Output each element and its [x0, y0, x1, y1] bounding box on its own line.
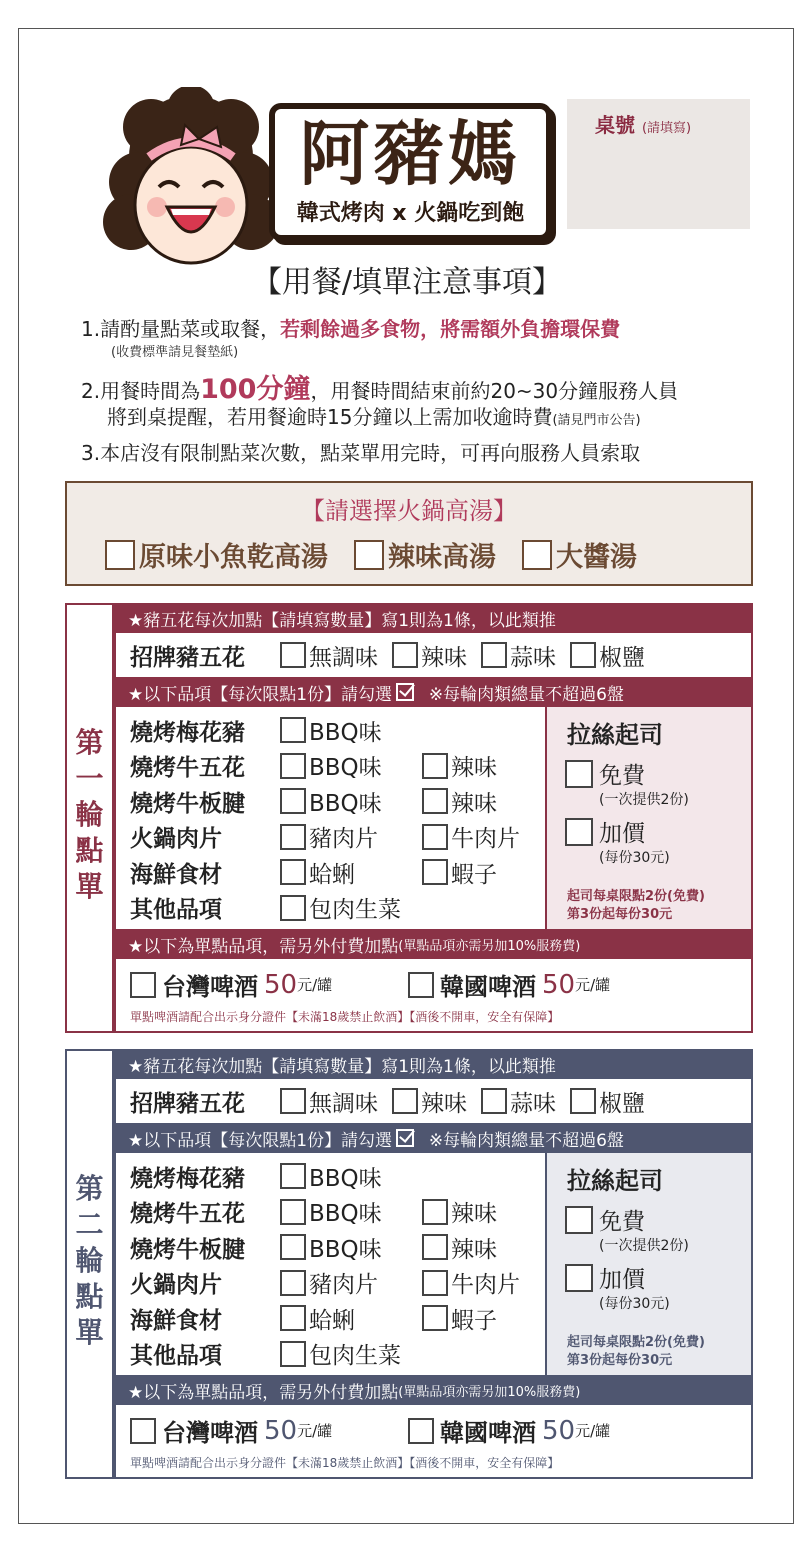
menu-item-option[interactable]: 蝦子	[422, 856, 497, 889]
menu-item-option[interactable]: BBQ味	[280, 785, 408, 818]
checkbox[interactable]	[408, 1418, 434, 1444]
beer-option-taiwan[interactable]: 台灣啤酒 50 元/罐	[130, 967, 332, 1002]
beer-option-taiwan[interactable]: 台灣啤酒 50 元/罐	[130, 1413, 332, 1448]
round-label: 第 一 輪 點 單	[75, 726, 104, 903]
checkbox[interactable]	[280, 788, 306, 814]
menu-item-row	[130, 820, 534, 854]
menu-item-name: 燒烤梅花豬	[130, 719, 245, 746]
pork-belly-name: 招牌豬五花	[130, 644, 245, 671]
limit-band: ★以下品項【每次限點1份】請勾選 ※每輪肉類總量不超過6盤	[114, 1123, 753, 1153]
mascot-face-icon	[91, 87, 291, 277]
checkbox[interactable]	[354, 540, 384, 570]
checkbox[interactable]	[422, 859, 448, 885]
checkbox[interactable]	[280, 824, 306, 850]
checkbox[interactable]	[481, 1088, 507, 1114]
pork-option[interactable]: 蒜味	[481, 1085, 556, 1118]
pork-option[interactable]: 無調味	[280, 639, 378, 672]
checkbox[interactable]	[280, 753, 306, 779]
checkbox[interactable]	[130, 972, 156, 998]
table-number-label: 桌號 (請填寫)	[595, 113, 692, 137]
checkbox[interactable]	[105, 540, 135, 570]
menu-item-row	[130, 1230, 511, 1264]
limit-band: ★以下品項【每次限點1份】請勾選 ※每輪肉類總量不超過6盤	[114, 677, 753, 707]
cheese-footnote-1: 起司每桌限點2份(免費)	[567, 1335, 705, 1350]
round-2-order	[65, 1049, 753, 1479]
menu-item-row	[130, 1301, 511, 1335]
checkbox[interactable]	[422, 1234, 448, 1260]
menu-item-row	[130, 1337, 422, 1371]
pork-belly-row	[114, 633, 753, 677]
checkbox[interactable]	[422, 753, 448, 779]
cheese-paid-option[interactable]: 加價	[565, 1261, 645, 1294]
checkbox[interactable]	[570, 1088, 596, 1114]
checkbox[interactable]	[408, 972, 434, 998]
cheese-title: 拉絲起司	[567, 721, 663, 749]
soup-option-spicy[interactable]: 辣味高湯	[354, 535, 496, 574]
pork-option[interactable]: 椒鹽	[570, 639, 645, 672]
notice-line-1: 1.請酌量點菜或取餐，若剩餘過多食物，將需額外負擔環保費	[81, 317, 621, 341]
checkbox[interactable]	[422, 788, 448, 814]
cheese-footnote-2: 第3份起每份30元	[567, 1353, 673, 1368]
cheese-footnote-2: 第3份起每份30元	[567, 907, 673, 922]
menu-item-name: 火鍋肉片	[130, 826, 222, 852]
round-label-column	[65, 1049, 114, 1479]
menu-item-row	[130, 1159, 422, 1193]
checkbox[interactable]	[280, 1341, 306, 1367]
soup-selection	[65, 481, 753, 586]
cheese-panel	[545, 707, 751, 929]
cheese-paid-note: (每份30元)	[599, 1296, 670, 1312]
round-label-column	[65, 603, 114, 1033]
pork-option[interactable]: 無調味	[280, 1085, 378, 1118]
menu-item-option[interactable]: BBQ味	[280, 1160, 408, 1193]
menu-item-option[interactable]: 牛肉片	[422, 820, 520, 853]
menu-item-row	[130, 1195, 511, 1229]
checkbox[interactable]	[280, 1234, 306, 1260]
menu-item-name: 燒烤牛板腱	[130, 1236, 245, 1263]
beer-note: 單點啤酒請配合出示身分證件【未滿18歲禁止飲酒】【酒後不開車，安全有保障】	[130, 1456, 560, 1470]
menu-item-option[interactable]: BBQ味	[280, 714, 408, 747]
soup-option-original[interactable]: 原味小魚乾高湯	[105, 535, 328, 574]
menu-item-option[interactable]: 辣味	[422, 749, 497, 782]
cheese-footnote-1: 起司每桌限點2份(免費)	[567, 889, 705, 904]
menu-item-name: 燒烤牛五花	[130, 1201, 245, 1227]
brand-name: 阿豬媽	[299, 113, 522, 195]
checkbox[interactable]	[565, 760, 593, 788]
notice-title: 【用餐/填單注意事項】	[251, 265, 563, 300]
beer-row	[114, 959, 753, 1033]
menu-item-option[interactable]: 蛤蜊	[280, 1302, 408, 1335]
cheese-paid-note: (每份30元)	[599, 850, 670, 866]
menu-item-option[interactable]: 牛肉片	[422, 1266, 520, 1299]
beer-row	[114, 1405, 753, 1479]
menu-item-option[interactable]: 蛤蜊	[280, 856, 408, 889]
cheese-free-note: (一次提供2份)	[599, 1238, 689, 1254]
menu-item-option[interactable]: 包肉生菜	[280, 891, 408, 924]
checkbox[interactable]	[280, 859, 306, 885]
checkbox[interactable]	[565, 1206, 593, 1234]
pork-belly-band: ★豬五花每次加點【請填寫數量】寫1則為1條，以此類推	[114, 603, 753, 633]
menu-item-option[interactable]: 辣味	[422, 1195, 497, 1228]
checkbox[interactable]	[130, 1418, 156, 1444]
order-sheet	[18, 28, 794, 1524]
menu-item-option[interactable]: BBQ味	[280, 1231, 408, 1264]
round-label: 第 二 輪 點 單	[75, 1172, 104, 1349]
menu-item-option[interactable]: 辣味	[422, 785, 497, 818]
menu-item-row	[130, 891, 422, 925]
table-number-field[interactable]	[567, 99, 750, 229]
pork-belly-row	[114, 1079, 753, 1123]
checkbox[interactable]	[422, 1199, 448, 1225]
checkbox[interactable]	[570, 642, 596, 668]
beer-option-korea[interactable]: 韓國啤酒 50 元/罐	[408, 967, 610, 1002]
notice-line-2b: 將到桌提醒，若用餐逾時15分鐘以上需加收逾時費(請見門市公告)	[107, 405, 641, 429]
checkbox[interactable]	[280, 1199, 306, 1225]
beer-note: 單點啤酒請配合出示身分證件【未滿18歲禁止飲酒】【酒後不開車，安全有保障】	[130, 1010, 560, 1024]
menu-item-name: 燒烤牛板腱	[130, 790, 245, 817]
cheese-free-option[interactable]: 免費	[565, 757, 645, 790]
beer-option-korea[interactable]: 韓國啤酒 50 元/罐	[408, 1413, 610, 1448]
menu-item-name: 海鮮食材	[130, 861, 222, 888]
pork-option[interactable]: 蒜味	[481, 639, 556, 672]
brand-tagline: 韓式烤肉 x 火鍋吃到飽	[296, 201, 525, 226]
round-1-order	[65, 603, 753, 1033]
menu-item-row	[130, 1266, 534, 1300]
menu-item-option[interactable]: 包肉生菜	[280, 1337, 408, 1370]
notice-line-2: 2.用餐時間為100分鐘，用餐時間結束前約20~30分鐘服務人員	[81, 374, 679, 405]
meat-items	[114, 1153, 753, 1375]
extra-items-band: ★以下為單點品項，需另外付費加點 (單點品項亦需另加10%服務費)	[114, 929, 753, 959]
cheese-free-option[interactable]: 免費	[565, 1203, 645, 1236]
menu-item-option[interactable]: 蝦子	[422, 1302, 497, 1335]
checkbox[interactable]	[392, 1088, 418, 1114]
checkbox[interactable]	[280, 642, 306, 668]
menu-item-option[interactable]: 辣味	[422, 1231, 497, 1264]
check-icon	[396, 683, 414, 701]
extra-items-band: ★以下為單點品項，需另外付費加點 (單點品項亦需另加10%服務費)	[114, 1375, 753, 1405]
checkbox[interactable]	[280, 1305, 306, 1331]
notice-line-1-note: (收費標準請見餐墊紙)	[111, 345, 239, 360]
checkbox[interactable]	[280, 717, 306, 743]
cheese-title: 拉絲起司	[567, 1167, 663, 1195]
menu-item-row	[130, 784, 511, 818]
checkbox[interactable]	[422, 824, 448, 850]
menu-item-name: 燒烤牛五花	[130, 755, 245, 781]
soup-option-doenjang[interactable]: 大醬湯	[522, 535, 637, 574]
pork-option[interactable]: 辣味	[392, 639, 467, 672]
menu-item-name: 火鍋肉片	[130, 1272, 222, 1298]
checkbox[interactable]	[280, 895, 306, 921]
pork-belly-band: ★豬五花每次加點【請填寫數量】寫1則為1條，以此類推	[114, 1049, 753, 1079]
soup-title: 【請選擇火鍋高湯】	[301, 497, 517, 525]
cheese-paid-option[interactable]: 加價	[565, 815, 645, 848]
menu-item-name: 其他品項	[130, 897, 222, 923]
cheese-panel	[545, 1153, 751, 1375]
menu-item-row	[130, 749, 511, 783]
checkbox[interactable]	[280, 1088, 306, 1114]
checkbox[interactable]	[392, 642, 418, 668]
menu-item-row	[130, 855, 511, 889]
pork-belly-name: 招牌豬五花	[130, 1090, 245, 1117]
menu-item-name: 海鮮食材	[130, 1307, 222, 1334]
check-icon	[396, 1129, 414, 1147]
meat-items	[114, 707, 753, 929]
menu-item-row	[130, 713, 422, 747]
brand-logo	[269, 103, 552, 241]
cheese-free-note: (一次提供2份)	[599, 792, 689, 808]
pork-option[interactable]: 椒鹽	[570, 1085, 645, 1118]
menu-item-option[interactable]: BBQ味	[280, 1195, 408, 1228]
notice-line-3: 3.本店沒有限制點菜次數，點菜單用完時，可再向服務人員索取	[81, 441, 641, 465]
checkbox[interactable]	[481, 642, 507, 668]
menu-item-option[interactable]: BBQ味	[280, 749, 408, 782]
checkbox[interactable]	[422, 1270, 448, 1296]
checkbox[interactable]	[565, 818, 593, 846]
checkbox[interactable]	[565, 1264, 593, 1292]
pork-option[interactable]: 辣味	[392, 1085, 467, 1118]
menu-item-name: 燒烤梅花豬	[130, 1165, 245, 1192]
checkbox[interactable]	[422, 1305, 448, 1331]
checkbox[interactable]	[280, 1163, 306, 1189]
checkbox[interactable]	[522, 540, 552, 570]
menu-item-name: 其他品項	[130, 1343, 222, 1369]
checkbox[interactable]	[280, 1270, 306, 1296]
menu-item-option[interactable]: 豬肉片	[280, 820, 408, 853]
menu-item-option[interactable]: 豬肉片	[280, 1266, 408, 1299]
